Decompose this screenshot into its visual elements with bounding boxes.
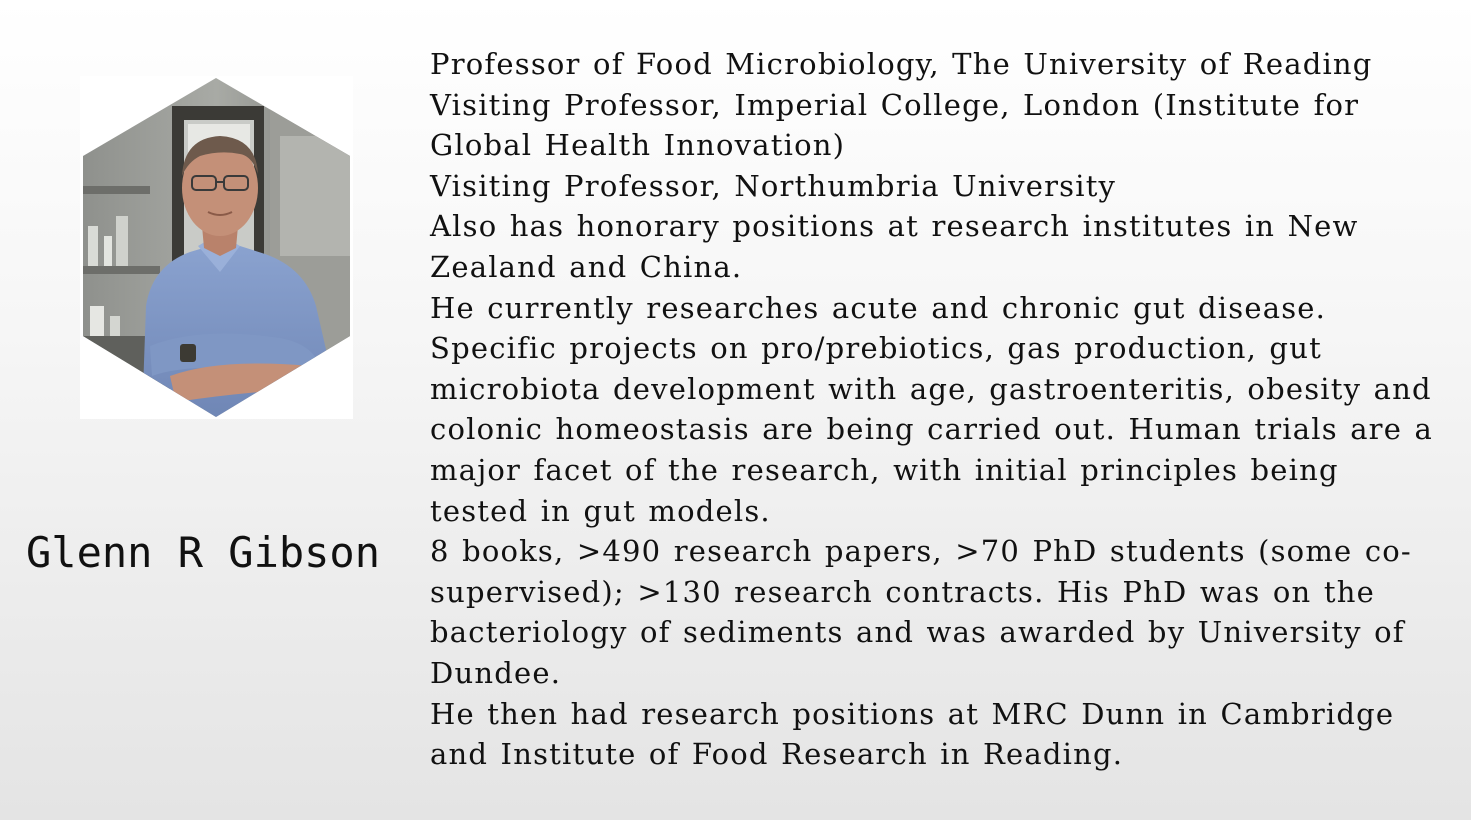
bio-text	[430, 44, 1440, 775]
bio-line-honorary-positions: Also has honorary positions at research institutes in New Zealand and China.	[430, 209, 1359, 284]
person-name: Glenn R Gibson	[26, 528, 381, 577]
bio-line-position-reading: Professor of Food Microbiology, The University of Reading	[430, 47, 1373, 81]
bio-line-previous-positions: He then had research positions at MRC Dunn in Cambridge and Institute of Food Research in Reading.	[430, 696, 1395, 772]
bio-line-research: He currently researches acute and chronic gut disease. Specific projects on pro/prebiotics, gas production, gut microbiota development with age, gastroenteritis, obesity and colonic homeostasis are being carried out. Human trials are a major facet of the research, with initial principles being tested in gut models.	[430, 290, 1434, 528]
profile-photo	[80, 76, 353, 419]
bio-line-position-northumbria: Visiting Professor, Northumbria University	[430, 168, 1117, 203]
profile-photo-frame	[80, 76, 353, 419]
bio-line-position-imperial: Visiting Professor, Imperial College, London (Institute for Global Health Innovation)	[430, 87, 1360, 163]
bio-line-publications: 8 books, >490 research papers, >70 PhD students (some co-supervised); >130 research contracts. His PhD was on the bacteriology of sediments and was awarded by University of Dundee.	[430, 534, 1412, 690]
